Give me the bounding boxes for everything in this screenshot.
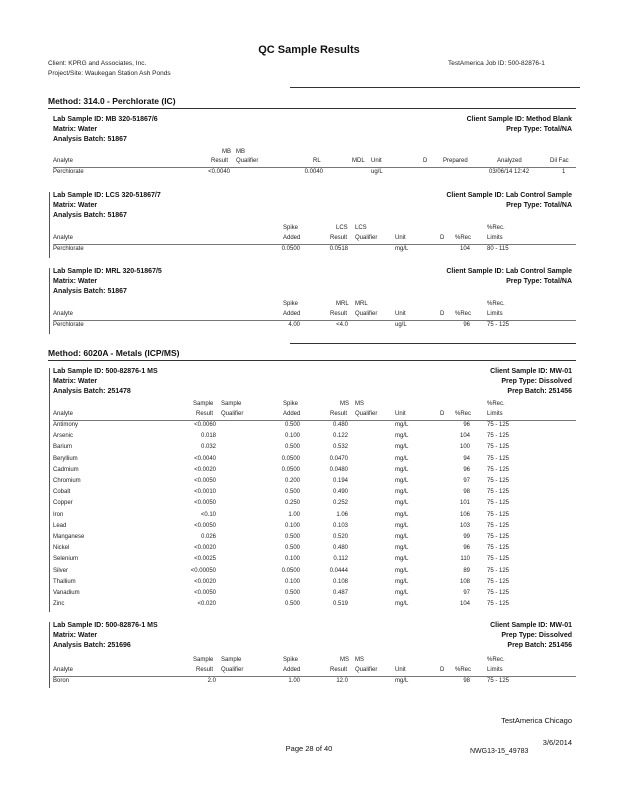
lcs-row-result: 0.0518 xyxy=(329,246,348,252)
ms2-border xyxy=(49,622,50,688)
ms1-cell-rec: 99 xyxy=(463,534,470,540)
ms2-row-limits: 75 - 125 xyxy=(487,678,510,684)
ms2-h1-sample-a: Sample xyxy=(193,657,214,663)
mrl-col-d: D xyxy=(440,311,445,317)
ms1-cell-analyte: Vanadium xyxy=(53,590,80,596)
ms1-cell-limits: 75 - 125 xyxy=(487,590,510,596)
ms1-cell-unit: mg/L xyxy=(395,601,409,608)
mrl-prep-type: Prep Type: Total/NA xyxy=(506,278,572,285)
project-site: Project/Site: Waukegan Station Ash Ponds xyxy=(48,70,171,77)
ms1-prep-batch: Prep Batch: 251456 xyxy=(507,388,572,395)
ms1-cell-sample-result: <0.0040 xyxy=(194,455,216,462)
ms2-row-unit: mg/L xyxy=(395,678,409,684)
ms1-cell-analyte: Arsenic xyxy=(53,433,74,440)
lcs-col-qualifier: Qualifier xyxy=(355,235,378,241)
lcs-row-added: 0.0500 xyxy=(281,246,300,252)
lcs-client-sample: Client Sample ID: Lab Control Sample xyxy=(446,192,572,199)
mb-h1-a: MB xyxy=(222,149,231,155)
method2-top-rule xyxy=(290,343,576,344)
ms1-cell-unit: mg/L xyxy=(395,422,409,428)
mrl-col-limits: Limits xyxy=(487,311,503,317)
mb-matrix: Matrix: Water xyxy=(53,126,98,133)
method2-rule xyxy=(48,360,576,361)
ms2-col-qualifier: Qualifier xyxy=(355,667,378,673)
ms1-cell-limits: 75 - 125 xyxy=(487,433,510,440)
mrl-header-rule xyxy=(53,320,576,321)
ms1-cell-analyte: Silver xyxy=(53,567,69,574)
lcs-col-unit: Unit xyxy=(395,235,406,241)
ms1-cell-rec: 96 xyxy=(463,466,470,473)
ms2-sample-id: Lab Sample ID: 500-82876-1 MS xyxy=(53,622,158,629)
ms1-cell-unit: mg/L xyxy=(395,466,409,473)
ms1-cell-rec: 104 xyxy=(459,433,470,440)
ms1-col-added: Added xyxy=(283,411,301,417)
mb-sample-id: Lab Sample ID: MB 320-51867/6 xyxy=(53,116,158,123)
ms1-cell-analyte: Barium xyxy=(53,444,73,451)
ms1-cell-unit: mg/L xyxy=(395,489,409,496)
method-rule xyxy=(48,108,576,109)
ms1-cell-sample-result: <0.0010 xyxy=(194,489,216,496)
mb-col-prepared: Prepared xyxy=(443,158,468,164)
ms1-batch: Analysis Batch: 251478 xyxy=(53,388,131,395)
ms1-cell-analyte: Antimony xyxy=(53,422,79,428)
mb-col-result: Result xyxy=(211,158,229,164)
ms1-cell-limits: 75 - 125 xyxy=(487,489,510,496)
ms1-cell-ms-result: 0.194 xyxy=(332,478,348,484)
ms1-cell-limits: 75 - 125 xyxy=(487,601,510,608)
ms1-cell-spike-added: 0.100 xyxy=(284,433,300,440)
ms1-cell-ms-result: 0.0444 xyxy=(329,567,348,574)
ms1-cell-limits: 75 - 125 xyxy=(487,466,510,473)
ms1-cell-limits: 75 - 125 xyxy=(487,511,510,518)
page-title: QC Sample Results xyxy=(258,44,360,56)
ms1-cell-sample-result: 0.032 xyxy=(200,444,216,451)
ms1-cell-analyte: Cadmium xyxy=(53,466,79,473)
lcs-batch: Analysis Batch: 51867 xyxy=(53,212,127,219)
ms1-cell-ms-result: 0.0480 xyxy=(329,466,348,473)
ms1-cell-ms-result: 0.122 xyxy=(332,433,348,440)
ms1-cell-analyte: Thallium xyxy=(53,578,76,585)
ms1-cell-analyte: Chromium xyxy=(53,478,81,484)
ms2-header-rule xyxy=(53,676,576,677)
lcs-col-result: Result xyxy=(330,235,348,241)
ms1-cell-rec: 103 xyxy=(459,522,470,529)
ms1-col-qualifier: Qualifier xyxy=(355,411,378,417)
ms1-col-sresult: Result xyxy=(196,411,214,417)
ms1-cell-limits: 75 - 125 xyxy=(487,545,510,552)
lcs-row-unit: mg/L xyxy=(395,246,409,252)
ms1-cell-analyte: Manganese xyxy=(53,534,85,540)
footer-doc-id: NWG13-15_49783 xyxy=(470,748,529,755)
mrl-matrix: Matrix: Water xyxy=(53,278,98,285)
lcs-border xyxy=(49,192,50,258)
lcs-matrix: Matrix: Water xyxy=(53,202,98,209)
ms1-h1-ms-a: MS xyxy=(340,401,349,407)
ms1-cell-unit: mg/L xyxy=(395,511,409,518)
ms1-cell-unit: mg/L xyxy=(395,556,409,563)
method-heading: Method: 314.0 - Perchlorate (IC) xyxy=(48,96,176,106)
ms1-cell-sample-result: 0.018 xyxy=(200,433,216,440)
ms1-cell-rec: 96 xyxy=(463,545,470,552)
ms2-col-added: Added xyxy=(283,667,301,673)
ms1-cell-rec: 106 xyxy=(459,511,470,518)
ms1-cell-limits: 75 - 125 xyxy=(487,534,510,540)
mb-row-analyzed: 03/06/14 12:42 xyxy=(489,169,530,175)
method2-heading: Method: 6020A - Metals (ICP/MS) xyxy=(48,348,180,358)
ms1-cell-unit: mg/L xyxy=(395,545,409,552)
ms1-cell-spike-added: 0.500 xyxy=(284,489,300,496)
ms1-cell-rec: 104 xyxy=(459,601,470,608)
ms2-h1-rec: %Rec. xyxy=(487,657,505,663)
ms2-col-d: D xyxy=(440,667,445,673)
job-id: TestAmerica Job ID: 500-82876-1 xyxy=(448,60,545,67)
mrl-h1-rec: %Rec. xyxy=(487,301,505,307)
ms1-cell-spike-added: 0.500 xyxy=(284,601,300,608)
ms2-client-sample: Client Sample ID: MW-01 xyxy=(490,622,572,629)
ms2-col-result: Result xyxy=(330,667,348,673)
ms2-row-added: 1.00 xyxy=(288,678,300,684)
ms1-cell-ms-result: 0.0470 xyxy=(329,455,348,462)
header-rule xyxy=(290,87,580,88)
ms1-cell-rec: 98 xyxy=(463,489,470,496)
ms2-row-result: 12.0 xyxy=(336,678,348,684)
footer-lab: TestAmerica Chicago xyxy=(501,716,572,725)
ms1-cell-limits: 75 - 125 xyxy=(487,556,510,563)
ms1-cell-spike-added: 0.100 xyxy=(284,522,300,529)
ms1-cell-ms-result: 0.112 xyxy=(333,556,348,563)
lcs-sample-id: Lab Sample ID: LCS 320-51867/7 xyxy=(53,192,161,199)
ms1-h1-sample-a: Sample xyxy=(193,401,214,407)
ms1-cell-rec: 101 xyxy=(459,500,470,507)
ms1-cell-analyte: Zinc xyxy=(53,601,65,608)
ms1-h1-ms-b: MS xyxy=(355,401,364,407)
mb-col-analyzed: Analyzed xyxy=(497,158,522,164)
ms1-cell-ms-result: 0.480 xyxy=(332,545,348,552)
mb-col-rl: RL xyxy=(313,158,321,164)
ms1-h1-sample-b: Sample xyxy=(221,401,242,407)
mb-batch: Analysis Batch: 51867 xyxy=(53,136,127,143)
mb-row-unit: ug/L xyxy=(371,169,383,175)
mb-col-analyte: Analyte xyxy=(53,158,74,164)
lcs-header-rule xyxy=(53,244,576,245)
ms1-cell-spike-added: 0.100 xyxy=(284,578,300,585)
ms1-cell-spike-added: 0.500 xyxy=(284,590,300,596)
mb-client-sample: Client Sample ID: Method Blank xyxy=(466,116,572,123)
ms1-cell-unit: mg/L xyxy=(395,534,409,540)
footer-date: 3/6/2014 xyxy=(542,738,572,747)
ms1-cell-unit: mg/L xyxy=(395,522,409,529)
ms1-cell-sample-result: <0.0020 xyxy=(194,578,216,585)
ms1-cell-spike-added: 0.100 xyxy=(284,556,300,563)
mrl-h1-mrl-b: MRL xyxy=(355,301,368,307)
ms1-cell-spike-added: 0.200 xyxy=(284,478,300,484)
mb-col-unit: Unit xyxy=(371,158,382,164)
ms1-cell-limits: 75 - 125 xyxy=(487,578,510,585)
ms1-cell-rec: 97 xyxy=(463,478,470,484)
ms1-cell-rec: 89 xyxy=(463,567,470,574)
lcs-col-rec: %Rec xyxy=(455,235,472,241)
ms1-cell-sample-result: <0.0050 xyxy=(194,478,216,484)
ms2-row-analyte: Boron xyxy=(53,678,70,684)
mb-col-mdl: MDL xyxy=(352,158,365,164)
mrl-row-limits: 75 - 125 xyxy=(487,322,510,328)
ms1-cell-spike-added: 0.0500 xyxy=(281,466,300,473)
mb-prep-type: Prep Type: Total/NA xyxy=(506,126,572,133)
ms1-cell-sample-result: <0.0020 xyxy=(194,545,216,552)
ms1-cell-analyte: Iron xyxy=(53,511,64,518)
ms1-cell-limits: 75 - 125 xyxy=(487,455,510,462)
ms2-col-squalifier: Qualifier xyxy=(221,667,244,673)
mrl-col-rec: %Rec xyxy=(455,311,472,317)
ms1-cell-sample-result: <0.00050 xyxy=(190,567,216,574)
ms2-col-unit: Unit xyxy=(395,667,406,673)
ms1-col-analyte: Analyte xyxy=(53,411,74,417)
lcs-col-limits: Limits xyxy=(487,235,503,241)
mb-h1-b: MB xyxy=(236,149,245,155)
ms1-cell-spike-added: 0.500 xyxy=(284,422,300,428)
mrl-row-added: 4.00 xyxy=(288,322,300,328)
ms1-cell-ms-result: 1.06 xyxy=(336,511,348,518)
ms1-cell-unit: mg/L xyxy=(395,455,409,462)
ms2-row-rec: 98 xyxy=(463,678,470,684)
ms1-cell-ms-result: 0.520 xyxy=(332,534,348,540)
lcs-col-added: Added xyxy=(283,235,301,241)
lcs-row-limits: 80 - 115 xyxy=(487,246,509,252)
ms1-cell-spike-added: 1.00 xyxy=(288,511,300,518)
ms1-cell-sample-result: 0.026 xyxy=(200,534,216,540)
ms2-h1-sample-b: Sample xyxy=(221,657,242,663)
lcs-h1-lcs-b: LCS xyxy=(355,225,367,231)
ms2-row-sresult: 2.0 xyxy=(207,678,216,684)
mrl-col-analyte: Analyte xyxy=(53,311,74,317)
mrl-col-result: Result xyxy=(330,311,348,317)
ms1-cell-limits: 75 - 125 xyxy=(487,444,510,451)
ms1-cell-limits: 75 - 125 xyxy=(487,567,510,574)
ms1-prep-type: Prep Type: Dissolved xyxy=(501,378,572,385)
lcs-h1-lcs-a: LCS xyxy=(336,225,348,231)
ms1-cell-sample-result: <0.0060 xyxy=(194,422,216,428)
ms1-cell-rec: 108 xyxy=(459,578,470,585)
ms2-col-analyte: Analyte xyxy=(53,667,74,673)
ms1-cell-sample-result: <0.10 xyxy=(200,511,216,518)
lcs-prep-type: Prep Type: Total/NA xyxy=(506,202,572,209)
ms1-client-sample: Client Sample ID: MW-01 xyxy=(490,368,572,375)
mrl-row-rec: 96 xyxy=(463,322,470,328)
ms1-cell-analyte: Nickel xyxy=(53,545,70,552)
lcs-col-d: D xyxy=(440,235,445,241)
ms1-cell-sample-result: <0.0050 xyxy=(194,500,216,507)
ms1-cell-spike-added: 0.0500 xyxy=(281,567,300,574)
lcs-h1-rec: %Rec. xyxy=(487,225,505,231)
mrl-client-sample: Client Sample ID: Lab Control Sample xyxy=(446,268,572,275)
ms1-cell-analyte: Cobalt xyxy=(53,489,71,496)
mb-row-analyte: Perchlorate xyxy=(53,169,84,175)
ms1-cell-unit: mg/L xyxy=(395,478,409,484)
lcs-row-analyte: Perchlorate xyxy=(53,246,84,252)
mrl-h1-mrl-a: MRL xyxy=(336,301,349,307)
ms1-cell-sample-result: <0.020 xyxy=(197,601,216,608)
ms1-cell-limits: 75 - 125 xyxy=(487,522,510,529)
mb-col-d: D xyxy=(423,158,428,164)
ms1-cell-rec: 97 xyxy=(463,590,470,596)
mrl-border xyxy=(49,268,50,334)
ms1-col-limits: Limits xyxy=(487,411,503,417)
ms1-cell-unit: mg/L xyxy=(395,578,409,585)
mrl-row-analyte: Perchlorate xyxy=(53,322,84,328)
ms1-cell-limits: 75 - 125 xyxy=(487,478,510,484)
ms1-cell-unit: mg/L xyxy=(395,590,409,596)
ms1-col-squalifier: Qualifier xyxy=(221,411,244,417)
ms1-cell-ms-result: 0.487 xyxy=(332,590,348,596)
ms2-batch: Analysis Batch: 251696 xyxy=(53,642,131,649)
ms1-col-unit: Unit xyxy=(395,411,406,417)
lcs-h1-spike: Spike xyxy=(283,225,299,231)
ms1-cell-spike-added: 0.500 xyxy=(284,444,300,451)
ms1-cell-ms-result: 0.252 xyxy=(332,500,348,507)
mb-row-dilfac: 1 xyxy=(562,169,566,175)
mrl-row-unit: ug/L xyxy=(395,322,407,328)
ms1-cell-limits: 75 - 125 xyxy=(487,500,510,507)
client-name: Client: KPRG and Associates, Inc. xyxy=(48,60,147,67)
mb-col-dilfac: Dil Fac xyxy=(550,158,569,164)
ms1-cell-ms-result: 0.103 xyxy=(332,522,348,529)
ms1-cell-rec: 110 xyxy=(460,556,470,563)
ms1-cell-spike-added: 0.0500 xyxy=(281,455,300,462)
footer-page: Page 28 of 40 xyxy=(285,744,333,753)
ms2-matrix: Matrix: Water xyxy=(53,632,98,639)
ms1-cell-ms-result: 0.480 xyxy=(332,422,348,428)
ms2-h1-ms-b: MS xyxy=(355,657,364,663)
ms1-cell-ms-result: 0.108 xyxy=(332,578,348,585)
ms1-header-rule xyxy=(53,420,576,421)
ms2-h1-ms-a: MS xyxy=(340,657,349,663)
ms2-prep-batch: Prep Batch: 251456 xyxy=(507,642,572,649)
mb-col-qualifier: Qualifier xyxy=(236,158,259,164)
ms1-cell-analyte: Selenium xyxy=(53,556,79,563)
ms1-cell-limits: 75 - 125 xyxy=(487,422,510,428)
ms1-cell-sample-result: <0.0050 xyxy=(194,590,216,596)
ms1-cell-sample-result: <0.0020 xyxy=(194,466,216,473)
mrl-sample-id: Lab Sample ID: MRL 320-51867/5 xyxy=(53,268,162,275)
lcs-col-analyte: Analyte xyxy=(53,235,74,241)
mrl-row-result: <4.0 xyxy=(336,322,348,328)
ms1-cell-ms-result: 0.519 xyxy=(332,601,348,608)
ms1-cell-unit: mg/L xyxy=(395,500,409,507)
ms1-cell-ms-result: 0.532 xyxy=(332,444,348,451)
ms2-col-sresult: Result xyxy=(196,667,214,673)
ms1-cell-unit: mg/L xyxy=(395,444,409,451)
mrl-batch: Analysis Batch: 51867 xyxy=(53,288,127,295)
mrl-col-qualifier: Qualifier xyxy=(355,311,378,317)
ms1-cell-rec: 96 xyxy=(463,422,470,428)
ms1-h1-spike: Spike xyxy=(283,401,299,407)
mb-header-rule xyxy=(53,167,576,168)
ms1-col-rec: %Rec xyxy=(455,411,472,417)
ms1-cell-unit: mg/L xyxy=(395,567,409,574)
ms1-cell-spike-added: 0.500 xyxy=(284,545,300,552)
ms2-prep-type: Prep Type: Dissolved xyxy=(501,632,572,639)
ms1-col-d: D xyxy=(440,411,445,417)
mb-row-result: <0.0040 xyxy=(208,169,230,175)
mrl-h1-spike: Spike xyxy=(283,301,299,307)
ms1-cell-spike-added: 0.500 xyxy=(284,534,300,540)
ms1-cell-spike-added: 0.250 xyxy=(284,500,300,507)
ms1-cell-rec: 94 xyxy=(463,455,470,462)
ms1-cell-sample-result: <0.0025 xyxy=(194,556,216,563)
ms1-cell-analyte: Beryllium xyxy=(53,455,78,462)
ms1-matrix: Matrix: Water xyxy=(53,378,98,385)
ms2-col-limits: Limits xyxy=(487,667,503,673)
ms1-cell-analyte: Lead xyxy=(53,522,67,529)
ms1-sample-id: Lab Sample ID: 500-82876-1 MS xyxy=(53,368,158,375)
ms1-cell-analyte: Copper xyxy=(53,500,73,507)
ms1-cell-rec: 100 xyxy=(459,444,470,451)
ms1-cell-sample-result: <0.0050 xyxy=(194,522,216,529)
mb-row-rl: 0.0040 xyxy=(304,169,323,175)
lcs-row-rec: 104 xyxy=(459,246,470,252)
mrl-col-unit: Unit xyxy=(395,311,406,317)
ms1-col-result: Result xyxy=(330,411,348,417)
ms2-h1-spike: Spike xyxy=(283,657,299,663)
mrl-col-added: Added xyxy=(283,311,301,317)
ms1-h1-rec: %Rec. xyxy=(487,401,505,407)
ms1-cell-ms-result: 0.490 xyxy=(332,489,348,496)
ms1-cell-unit: mg/L xyxy=(395,433,409,440)
ms1-border xyxy=(49,368,50,612)
ms2-col-rec: %Rec xyxy=(455,667,472,673)
